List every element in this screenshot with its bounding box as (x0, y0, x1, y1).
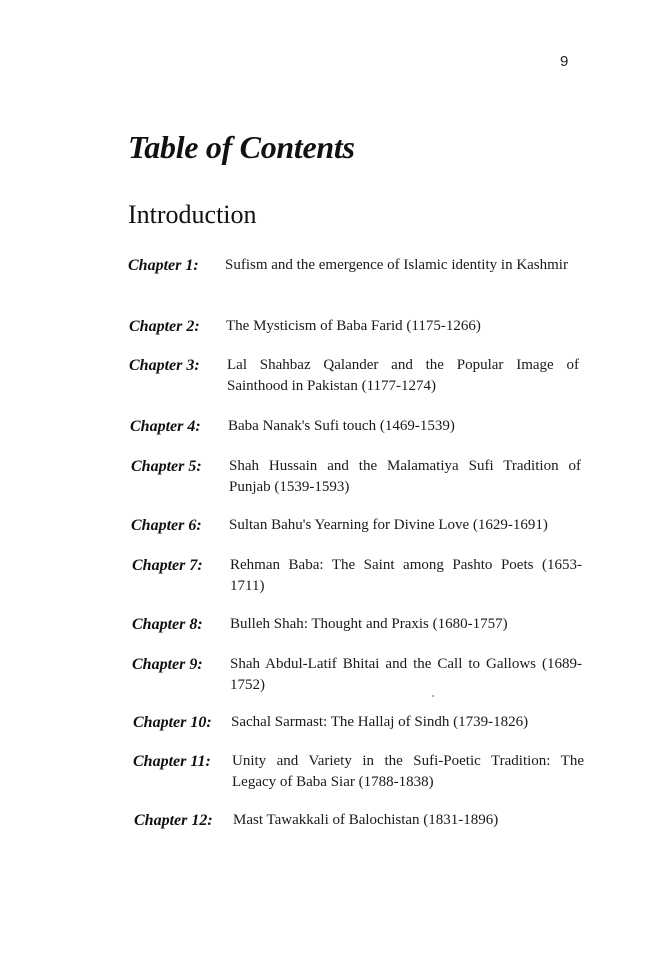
toc-entry (0, 654, 649, 714)
chapter-label: Chapter 11: (133, 753, 211, 770)
chapter-label: Chapter 10: (133, 714, 212, 731)
page-number: 9 (560, 53, 569, 70)
chapter-label: Chapter 4: (130, 418, 201, 435)
chapter-title: The Mysticism of Baba Farid (1175-1266) (226, 318, 481, 334)
chapter-label: Chapter 8: (132, 616, 203, 633)
toc-entry (0, 355, 649, 415)
chapter-label: Chapter 12: (134, 812, 213, 829)
toc-entry (0, 751, 649, 811)
toc-entry (0, 456, 649, 516)
chapter-label: Chapter 7: (132, 557, 203, 574)
chapter-label: Chapter 3: (129, 357, 200, 374)
chapter-title: Baba Nanak's Sufi touch (1469-1539) (228, 418, 455, 434)
page-title: Table of Contents (128, 129, 355, 165)
chapter-title: Unity and Variety in the Sufi-Poetic Tradition: The Legacy of Baba Siar (1788-1838) (232, 753, 584, 790)
section-introduction: Introduction (128, 200, 257, 229)
chapter-label: Chapter 5: (131, 458, 202, 475)
chapter-title: Rehman Baba: The Saint among Pashto Poets (1653-1711) (230, 557, 582, 594)
chapter-title: Sultan Bahu's Yearning for Divine Love (1629-1691) (229, 517, 548, 533)
chapter-title: Sachal Sarmast: The Hallaj of Sindh (1739-1826) (231, 714, 529, 730)
toc-entry (0, 810, 649, 870)
chapter-title: Bulleh Shah: Thought and Praxis (1680-1757) (230, 616, 508, 632)
chapter-label: Chapter 1: (128, 257, 199, 274)
toc-entry (0, 555, 649, 615)
chapter-label: Chapter 2: (129, 318, 200, 335)
toc-entry (0, 255, 649, 315)
chapter-title: Sufism and the emergence of Islamic identity in Kashmir (225, 257, 568, 273)
chapter-title: Shah Hussain and the Malamatiya Sufi Tradition of Punjab (1539-1593) (229, 458, 581, 495)
chapter-title: Lal Shahbaz Qalander and the Popular Image of Sainthood in Pakistan (1177-1274) (227, 357, 579, 394)
scan-speck (432, 695, 434, 697)
chapter-label: Chapter 6: (131, 517, 202, 534)
chapter-title: Shah Abdul-Latif Bhitai and the Call to Gallows (1689-1752) (230, 656, 582, 693)
chapter-label: Chapter 9: (132, 656, 203, 673)
chapter-title: Mast Tawakkali of Balochistan (1831-1896) (233, 812, 499, 828)
